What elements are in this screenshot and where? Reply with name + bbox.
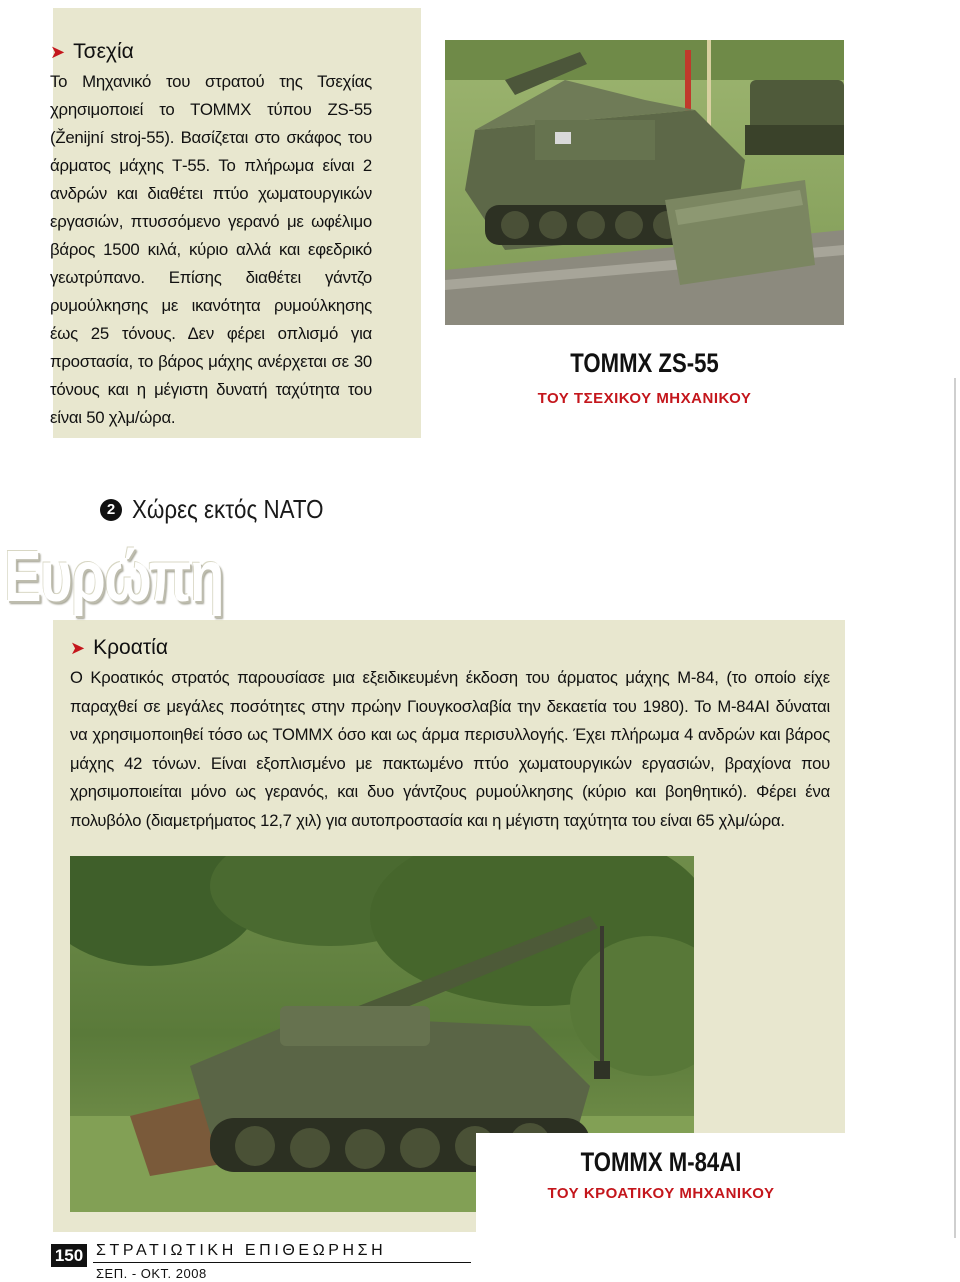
section-number-badge: 2	[100, 499, 122, 521]
magazine-name: ΣΤΡΑΤΙΩΤΙΚΗ ΕΠΙΘΕΩΡΗΣΗ	[96, 1242, 387, 1259]
issue-date: ΣΕΠ. - ΟΚΤ. 2008	[96, 1266, 207, 1281]
czech-article	[50, 40, 372, 432]
croatia-caption-subtitle: ΤΟΥ ΚΡΟΑΤΙΚΟΥ ΜΗΧΑΝΙΚΟΥ	[547, 1185, 775, 1202]
czech-caption-title: ΤΟΜΜΧ ZS-55	[570, 348, 719, 378]
croatia-heading	[70, 636, 830, 660]
arrow-bullet-icon: ➤	[50, 42, 66, 62]
czech-caption-subtitle: ΤΟΥ ΤΣΕΧΙΚΟΥ ΜΗΧΑΝΙΚΟΥ	[537, 390, 752, 407]
zs55-vehicle-photo	[445, 40, 844, 325]
croatia-heading-label: Κροατία	[93, 636, 168, 659]
footer-rule	[93, 1262, 471, 1263]
section-heading	[100, 494, 355, 525]
czech-heading	[50, 40, 372, 64]
section-title: Χώρες εκτός ΝΑΤΟ	[132, 494, 324, 524]
region-title: Ευρώπη	[4, 537, 223, 617]
croatia-caption-title: ΤΟΜΜΧ Μ-84AI	[580, 1147, 742, 1177]
croatia-body-text: Ο Κροατικός στρατός παρουσίασε μια εξειδικευμένη έκδοση του άρματος μάχης Μ-84, (το οποίο είχε παραχθεί σε μεγάλες ποσότητες στην πρώην Γιουγκοσλαβία την δεκαετία του 1980). Το Μ-84AI δύναται να χρησιμοποιηθεί τόσο ως ΤΟΜΜΧ όσο και ως άρμα περισυλλογής. Έχει πλήρωμα 4 ανδρών και βάρος μάχης 42 τόνων. Είναι εξοπλισμένο με πακτωμένο πτύο χωματουργικών εργασιών, βραχίονα που χρησιμοποιείται μόνο ως γερανός, και δυο γάντζους ρυμούλκησης (κύριο και βοηθητικό). Φέρει ένα πολυβόλο (διαμετρήματος 12,7 χιλ) για αυτοπροστασία και η μέγιστη ταχύτητα του είναι 65 χλμ/ώρα.	[70, 668, 830, 830]
page-edge-line	[954, 378, 956, 1238]
croatia-article	[70, 636, 830, 836]
czech-body-text: Το Μηχανικό του στρατού της Τσεχίας χρησιμοποιεί το ΤΟΜΜΧ τύπου ZS-55 (Ženijní stroj-55). Βασίζεται στο σκάφος του άρματος μάχης Τ-55. Το πλήρωμα είναι 2 ανδρών και διαθέτει πτύο χωματουργικών εργασιών, πτυσσόμενο γερανό με ωφέλιμο βάρος 1500 κιλά, κύριο αλλά και εφεδρικό γεωτρύπανο. Επίσης διαθέτει γάντζο ρυμούλκησης με ικανότητα ρυμούλκησης έως 25 τόνους. Δεν φέρει οπλισμό για προστασία, το βάρος μάχης ανέρχεται σε 30 τόνους και η μέγιστη δυνατή ταχύτητα του είναι 50 χλμ/ώρα.	[50, 72, 372, 427]
arrow-bullet-icon: ➤	[70, 638, 86, 658]
czech-heading-label: Τσεχία	[73, 40, 134, 63]
page-number: 150	[51, 1244, 87, 1267]
